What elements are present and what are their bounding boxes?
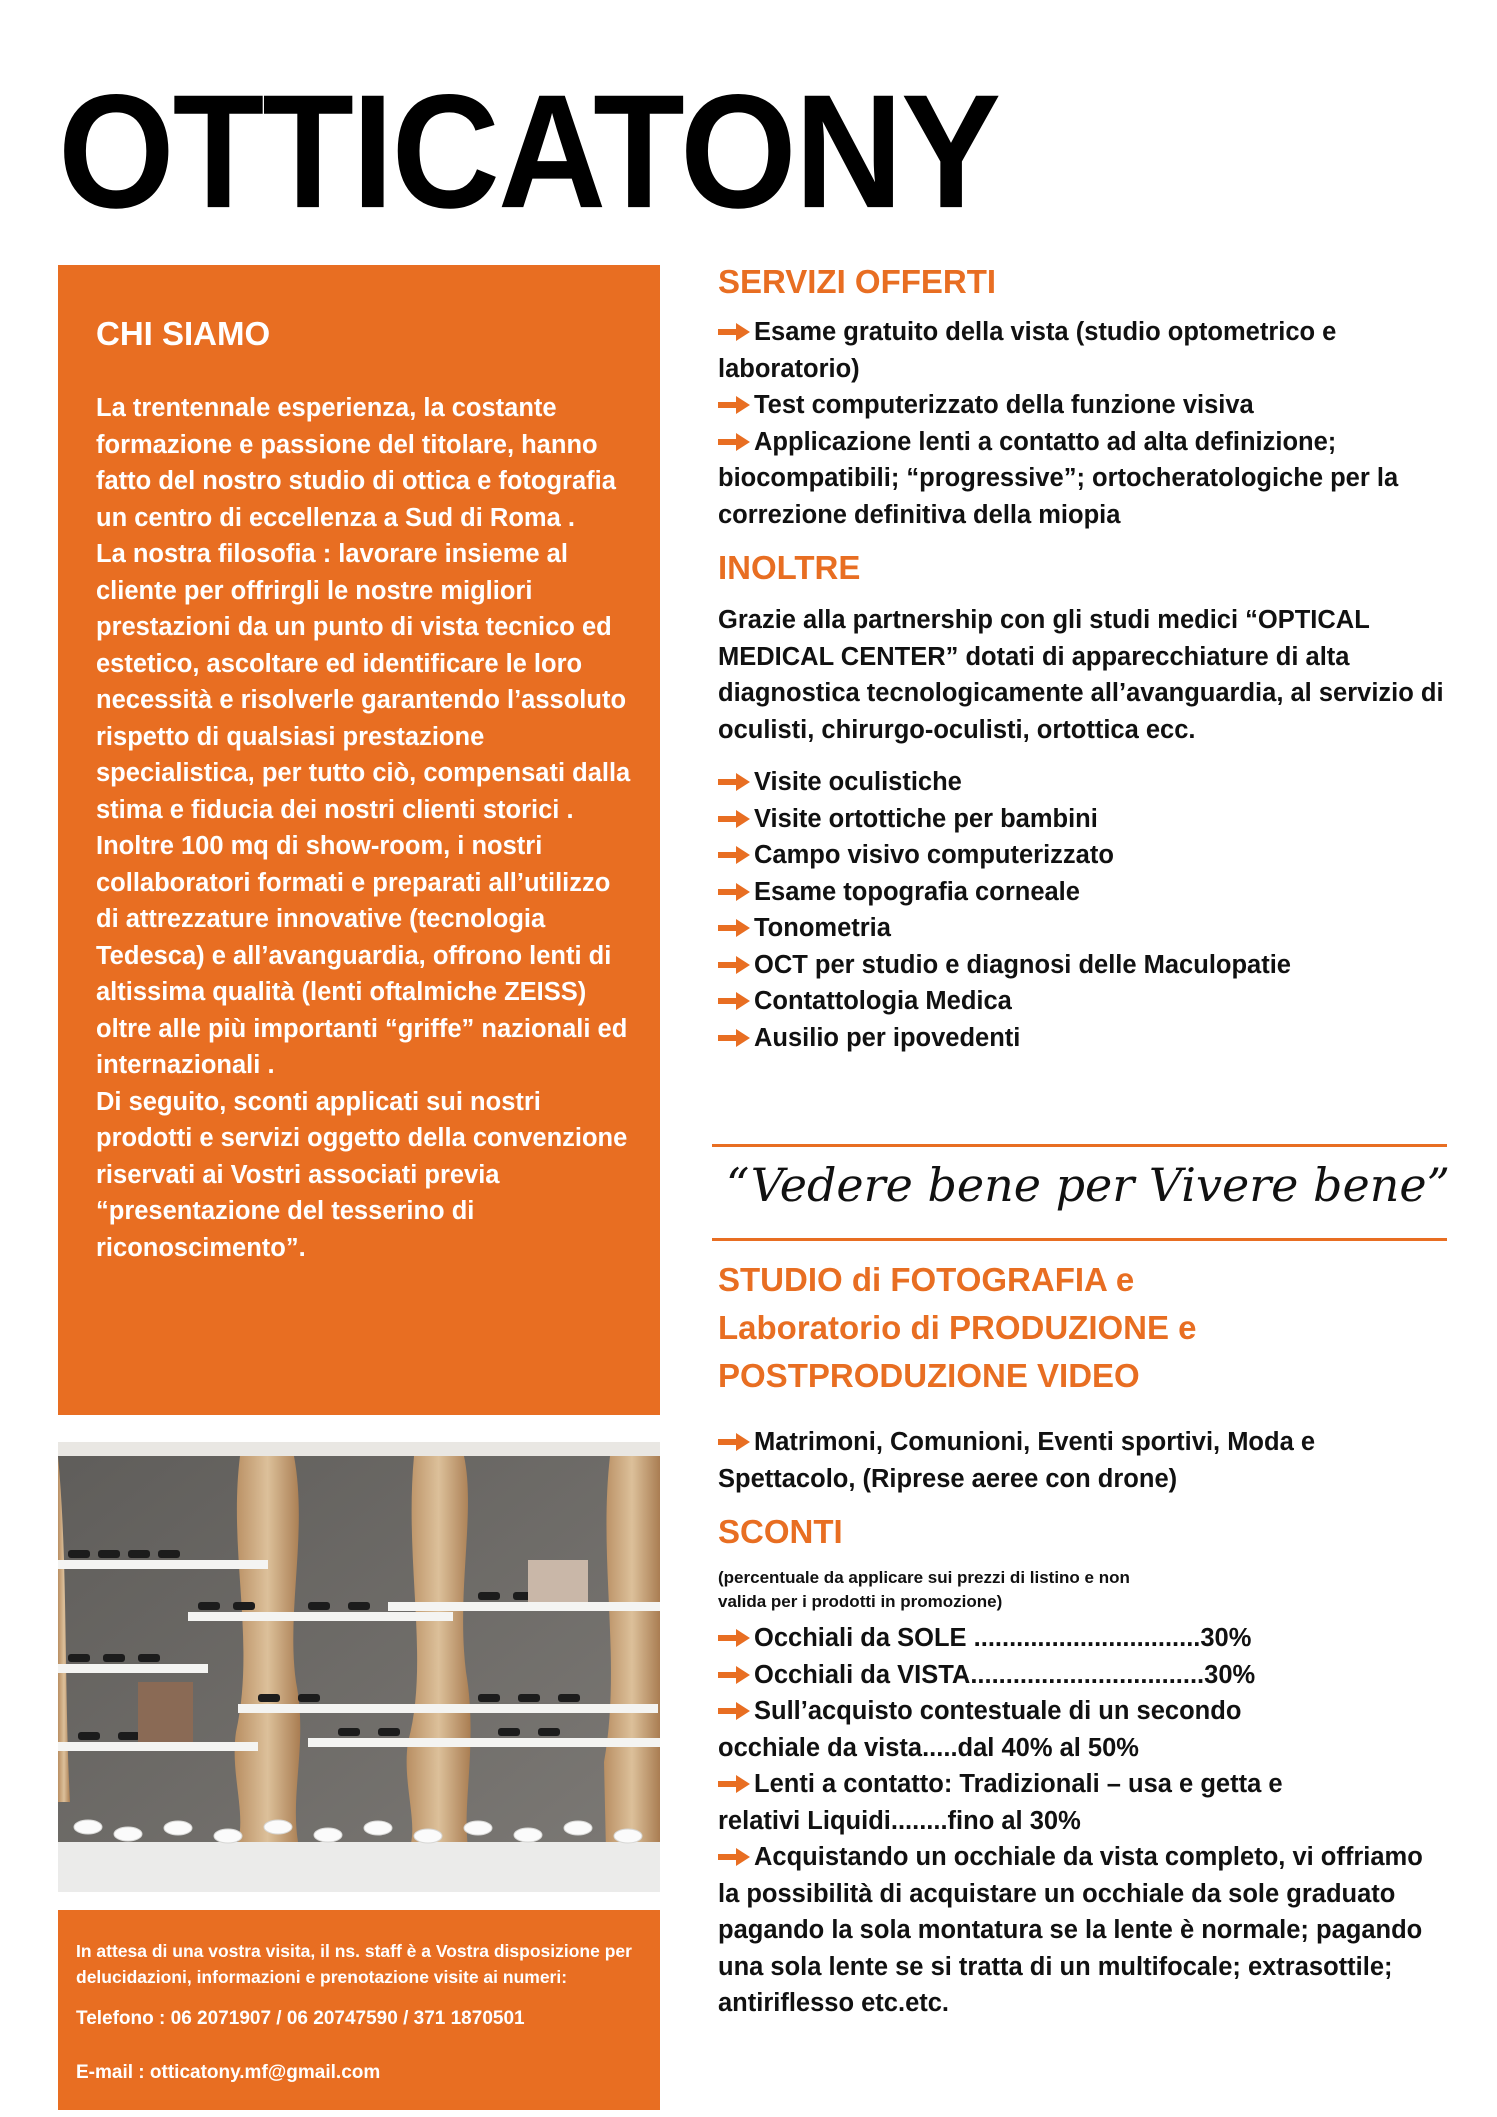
inoltre-item: Visite oculistiche — [718, 764, 1458, 801]
showroom-illustration — [58, 1442, 660, 1892]
chi-siamo-paragraph: La nostra filosofia : lavorare insieme al cliente per offrirgli le nostre migliori prestazioni da un punto di vista tecnico ed estetico, ascoltare ed identificare le loro necessità e risolverle garantendo l’assoluto rispetto di qualsiasi prestazione specialistica, per tutto ciò, compensati dalla stima e fiducia dei nostri clienti storici . — [96, 540, 631, 824]
servizi-item: Esame gratuito della vista (studio optometrico e laboratorio) — [718, 318, 1337, 383]
arrow-right-icon — [718, 1433, 750, 1451]
inoltre-item: Ausilio per ipovedenti — [718, 1020, 1458, 1057]
inoltre-item: Campo visivo computerizzato — [718, 837, 1458, 874]
sconti-section — [718, 1512, 1458, 2022]
sconti-item: Occhiali da VISTA.................................30% — [718, 1657, 1458, 1694]
chi-siamo-body — [96, 390, 636, 1266]
arrow-right-icon — [718, 323, 750, 341]
sconti-note: (percentuale da applicare sui prezzi di listino e non valida per i prodotti in promozione) — [718, 1568, 1130, 1611]
motto-quote: “Vedere bene per Vivere bene” — [725, 1158, 1451, 1212]
arrow-right-icon — [718, 1848, 750, 1866]
inoltre-item: Visite ortottiche per bambini — [718, 801, 1458, 838]
arrow-right-icon — [718, 1702, 750, 1720]
sconti-title: SCONTI — [718, 1513, 843, 1550]
inoltre-section — [718, 548, 1458, 1056]
inoltre-item: OCT per studio e diagnosi delle Maculopatie — [718, 947, 1458, 984]
sconti-item: Lenti a contatto: Tradizionali – usa e getta e relativi Liquidi........fino al 30% — [718, 1770, 1283, 1835]
studio-title-line: STUDIO di FOTOGRAFIA e — [718, 1261, 1135, 1298]
studio-item: Matrimoni, Comunioni, Eventi sportivi, Moda e Spettacolo, (Riprese aeree con drone) — [718, 1428, 1316, 1493]
arrow-right-icon — [718, 810, 750, 828]
contact-email[interactable]: E-mail : otticatony.mf@gmail.com — [76, 2062, 381, 2083]
arrow-right-icon — [718, 1629, 750, 1647]
inoltre-item: Esame topografia corneale — [718, 874, 1458, 911]
chi-siamo-paragraph: Inoltre 100 mq di show-room, i nostri collaboratori formati e preparati all’utilizzo di attrezzature innovative (tecnologia Tedesca) e all’avanguardia, offrono lenti di altissima qualità (lenti oftalmiche ZEISS) oltre alle più importanti “griffe” nazionali ed internazionali . — [96, 832, 628, 1079]
studio-title-line: Laboratorio di PRODUZIONE e — [718, 1309, 1197, 1346]
chi-siamo-title: CHI SIAMO — [96, 315, 271, 352]
arrow-right-icon — [718, 846, 750, 864]
inoltre-text: Grazie alla partnership con gli studi medici “OPTICAL MEDICAL CENTER” dotati di apparecchiature di alta diagnostica tecnologicamente all’avanguardia, al servizio di oculisti, chirurgo-oculisti, ortottica ecc. — [718, 606, 1444, 744]
arrow-right-icon — [718, 956, 750, 974]
arrow-right-icon — [718, 992, 750, 1010]
chi-siamo-box — [58, 265, 660, 1415]
arrow-right-icon — [718, 1775, 750, 1793]
chi-siamo-paragraph: La trentennale esperienza, la costante formazione e passione del titolare, hanno fatto del nostro studio di ottica e fotografia un centro di eccellenza a Sud di Roma . — [96, 394, 616, 532]
studio-section — [718, 1256, 1458, 1497]
inoltre-item: Tonometria — [718, 910, 1458, 947]
brand-title: OTTICATONY — [58, 60, 1000, 242]
servizi-item: Test computerizzato della funzione visiva — [718, 387, 1458, 424]
sconti-item: Sull’acquisto contestuale di un secondo occhiale da vista.....dal 40% al 50% — [718, 1697, 1242, 1762]
contact-box — [58, 1910, 660, 2110]
arrow-right-icon — [718, 1029, 750, 1047]
contact-intro: In attesa di una vostra visita, il ns. staff è a Vostra disposizione per delucidazioni, informazioni e prenotazione visite ai numeri: — [76, 1941, 632, 1987]
servizi-section — [718, 262, 1458, 533]
contact-phone[interactable]: Telefono : 06 2071907 / 06 20747590 / 371 1870501 — [76, 2008, 525, 2029]
divider-top — [712, 1144, 1447, 1147]
showroom-photo — [58, 1442, 660, 1892]
arrow-right-icon — [718, 396, 750, 414]
arrow-right-icon — [718, 1666, 750, 1684]
arrow-right-icon — [718, 433, 750, 451]
divider-bottom — [712, 1238, 1447, 1241]
sconti-item: Acquistando un occhiale da vista completo, vi offriamo la possibilità di acquistare un occhiale da sole graduato pagando la sola montatura se la lente è normale; pagando una sola lente se si tratta di un multifocale; extrasottile; antiriflesso etc.etc. — [718, 1843, 1423, 2017]
servizi-title: SERVIZI OFFERTI — [718, 263, 997, 300]
arrow-right-icon — [718, 919, 750, 937]
arrow-right-icon — [718, 883, 750, 901]
arrow-right-icon — [718, 773, 750, 791]
inoltre-item: Contattologia Medica — [718, 983, 1458, 1020]
servizi-item: Applicazione lenti a contatto ad alta definizione; biocompatibili; “progressive”; ortocheratologiche per la correzione definitiva della miopia — [718, 427, 1399, 529]
sconti-item: Occhiali da SOLE ................................30% — [718, 1620, 1458, 1657]
inoltre-title: INOLTRE — [718, 549, 861, 586]
studio-title-line: POSTPRODUZIONE VIDEO — [718, 1357, 1140, 1394]
chi-siamo-paragraph: Di seguito, sconti applicati sui nostri prodotti e servizi oggetto della convenzione riservati ai Vostri associati previa “presentazione del tesserino di riconoscimento”. — [96, 1087, 628, 1262]
